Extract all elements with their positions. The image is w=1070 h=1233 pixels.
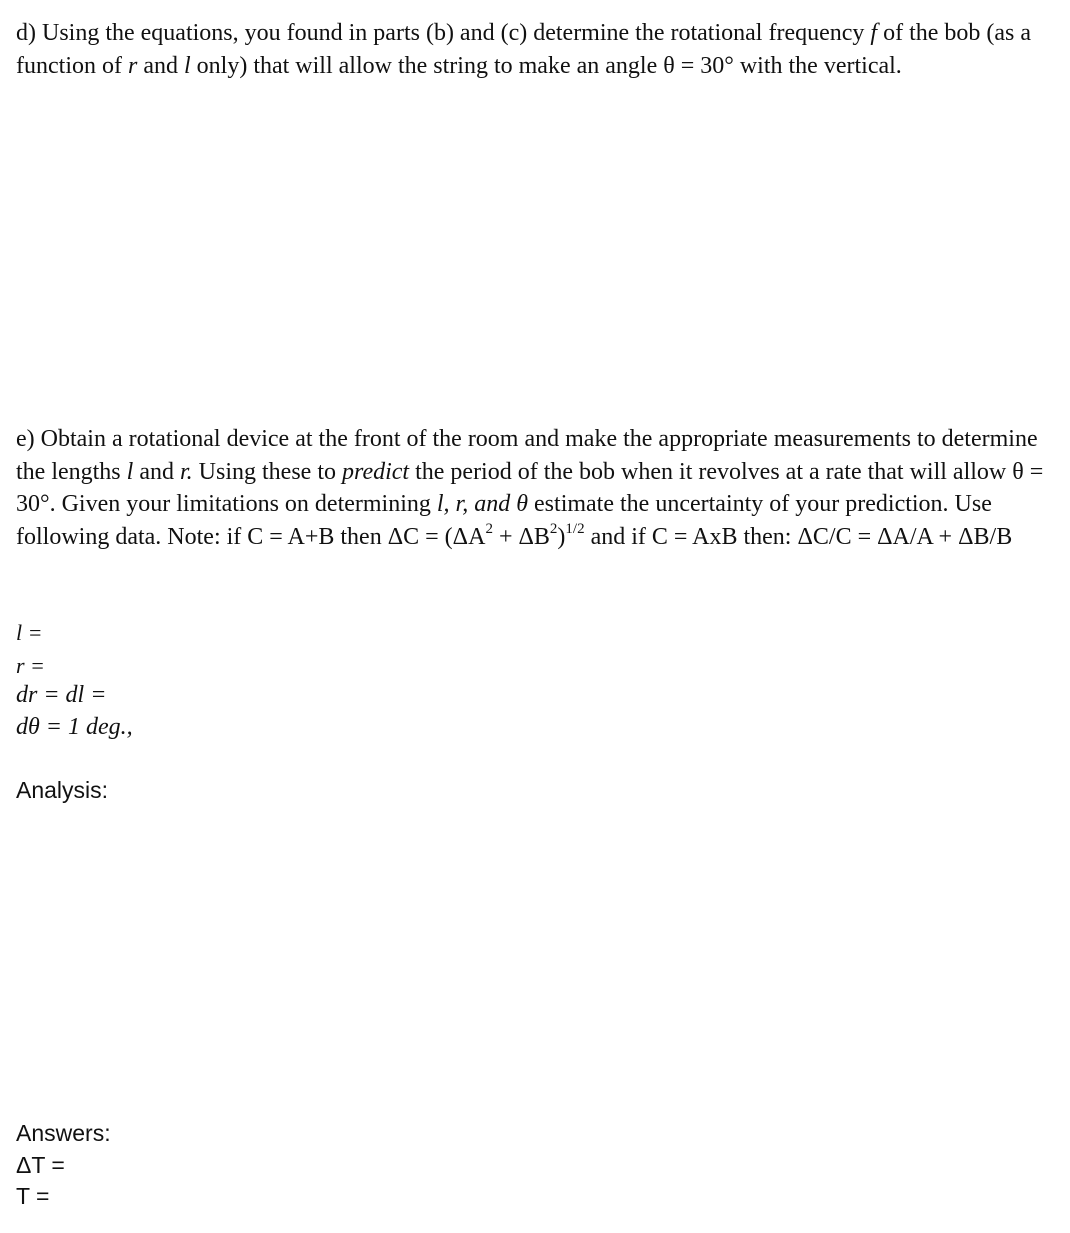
part-e-text-7: ) [557,523,566,550]
part-e-text-5: estimate the uncertainty of your prediction. Use following data. Note: if C = A+B then ΔC = (ΔA [16,491,992,550]
dtheta-line [16,714,133,741]
part-d-text-4: only) that will allow the string to make an angle θ = 30° with the vertical. [190,52,902,79]
analysis-label: Analysis: [16,777,109,803]
part-e-question [16,423,1061,553]
part-e-square-2: 2 [549,520,558,537]
part-e-text-2: and [133,458,180,485]
dtheta-text: dθ = 1 deg., [16,714,133,740]
part-d-var-l: l [183,52,191,79]
dr-dl-line [16,682,106,709]
answers-label: Answers: [16,1120,111,1146]
part-e-var-l: l [126,458,134,485]
l-value-line [16,620,42,646]
l-value-text: l = [16,620,43,645]
part-e-predict: predict [342,458,410,485]
part-e-text-3: Using these to [192,458,342,485]
part-e-text-1: e) Obtain a rotational device at the front of the room and make the appropriate measurements to determine the lengths [16,426,1038,485]
part-d-var-r: r [127,52,138,79]
dr-dl-text: dr = dl = [16,682,107,708]
t-answer: T = [16,1183,50,1209]
part-d-question [16,17,1061,82]
delta-t-answer: ΔT = [16,1152,65,1178]
part-e-half-power: 1/2 [565,520,585,537]
part-d-text-3: and [137,52,184,79]
r-value-line [16,653,45,679]
part-e-var-r: r. [179,458,193,485]
r-value-text: r = [16,653,45,678]
part-d-text-2: of the bob (as a function of [16,20,1032,79]
part-e-text-4: the period of the bob when it revolves at a rate that will allow θ = 30°. Given your limitations on determining [16,458,1044,517]
part-e-square-1: 2 [485,520,493,537]
part-d-var-f: f [870,20,878,46]
part-e-text-8: and if C = AxB then: ΔC/C = ΔA/A + ΔB/B [584,523,1013,550]
part-e-vars: l, r, and θ [436,491,529,517]
part-e-text-6: + ΔB [492,523,550,550]
part-d-text-1: d) Using the equations, you found in parts (b) and (c) determine the rotational frequency [16,20,871,46]
